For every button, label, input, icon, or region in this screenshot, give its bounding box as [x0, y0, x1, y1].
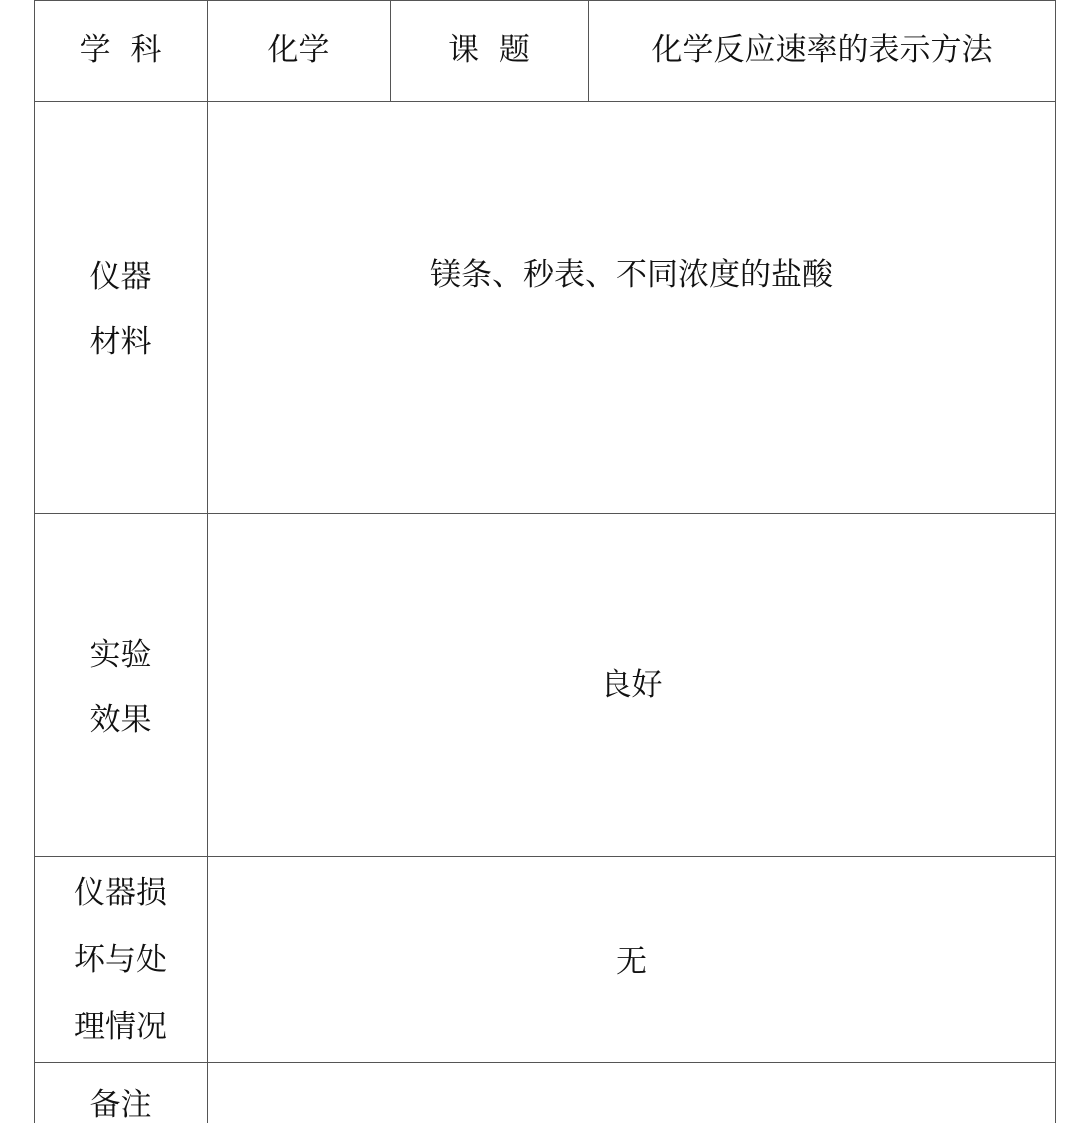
- topic-label: 课 题: [448, 32, 530, 68]
- effect-label: [34, 618, 207, 758]
- subject-label: 学 科: [79, 32, 162, 68]
- effect-label-line: 实验: [89, 637, 152, 673]
- damage-label-line: 坏与处: [74, 941, 167, 978]
- row-divider: [34, 101, 1056, 102]
- materials-label: [34, 240, 207, 380]
- damage-label-line: 仪器损: [74, 874, 167, 911]
- subject-value: 化学: [267, 32, 330, 68]
- row-divider: [34, 513, 1056, 514]
- damage-label-line: 理情况: [74, 1008, 167, 1045]
- materials-label-line: 仪器: [89, 259, 152, 295]
- materials-value: 镁条、秒表、不同浓度的盐酸: [430, 256, 833, 293]
- damage-label: [34, 860, 207, 1060]
- effect-label-line: 效果: [89, 702, 152, 738]
- topic-value: 化学反应速率的表示方法: [651, 32, 993, 68]
- effect-value: 良好: [600, 666, 663, 703]
- row-divider: [34, 856, 1056, 857]
- remarks-label: 备注: [89, 1086, 152, 1123]
- materials-label-line: 材料: [89, 324, 152, 360]
- damage-value: 无: [616, 943, 647, 980]
- row-divider: [34, 1062, 1056, 1063]
